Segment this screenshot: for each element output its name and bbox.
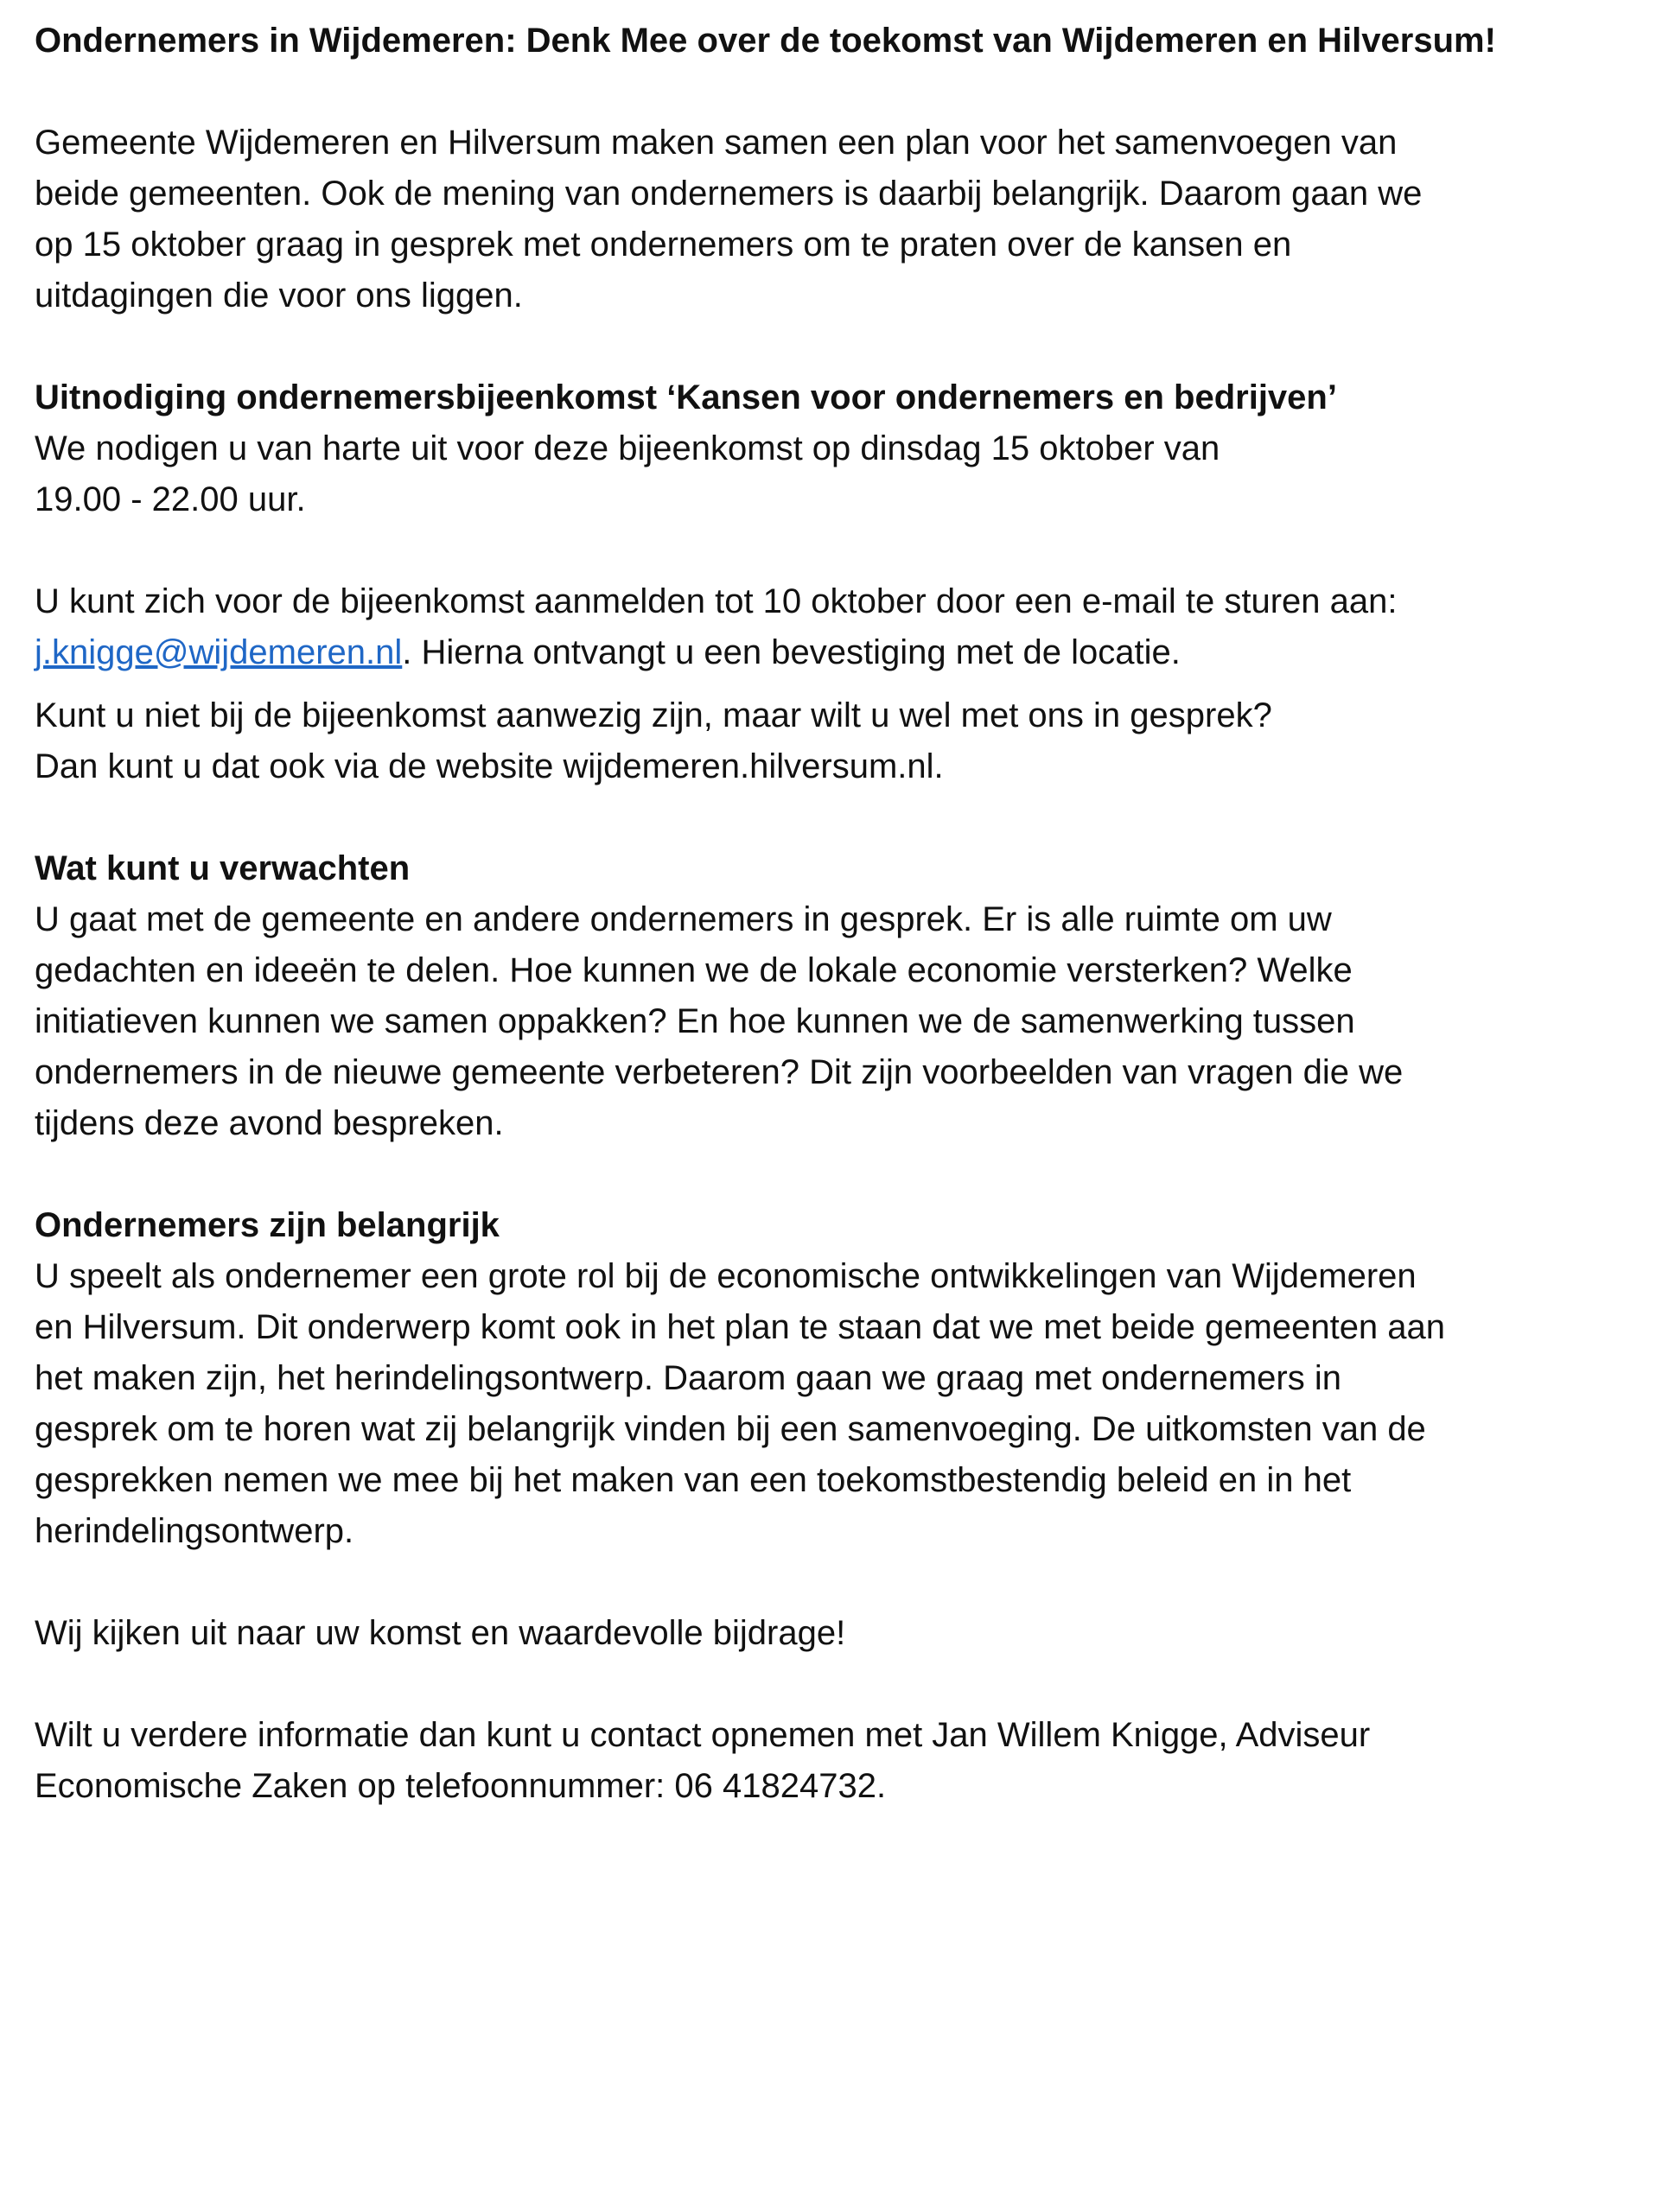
invitation-section xyxy=(35,372,1640,525)
important-line: gesprekken nemen we mee bij het maken van een toekomstbestendig beleid en in het xyxy=(35,1461,1352,1499)
expect-section xyxy=(35,843,1640,1149)
important-section xyxy=(35,1200,1640,1557)
alternative-paragraph xyxy=(35,690,1640,792)
important-line: en Hilversum. Dit onderwerp komt ook in het plan te staan dat we met beide gemeenten aan xyxy=(35,1308,1446,1346)
alternative-line: Dan kunt u dat ook via de website wijdemeren.hilversum.nl. xyxy=(35,747,944,785)
registration-paragraph xyxy=(35,576,1640,678)
spacer xyxy=(35,525,1640,576)
spacer xyxy=(35,792,1640,843)
document-page xyxy=(35,16,1640,1812)
spacer xyxy=(35,1149,1640,1200)
important-heading: Ondernemers zijn belangrijk xyxy=(35,1206,500,1244)
spacer xyxy=(35,678,1640,690)
important-line: gesprek om te horen wat zij belangrijk vinden bij een samenvoeging. De uitkomsten van de xyxy=(35,1410,1426,1448)
alternative-line: Kunt u niet bij de bijeenkomst aanwezig zijn, maar wilt u wel met ons in gesprek? xyxy=(35,696,1272,734)
contact-line: Wilt u verdere informatie dan kunt u contact opnemen met Jan Willem Knigge, Adviseur xyxy=(35,1716,1371,1754)
spacer xyxy=(35,321,1640,372)
important-line: U speelt als ondernemer een grote rol bij de economische ontwikkelingen van Wijdemeren xyxy=(35,1257,1417,1295)
registration-line-email xyxy=(35,627,1640,678)
expect-line: initiatieven kunnen we samen oppakken? En hoe kunnen we de samenwerking tussen xyxy=(35,1002,1355,1040)
expect-heading: Wat kunt u verwachten xyxy=(35,849,411,887)
email-link[interactable]: j.knigge@wijdemeren.nl xyxy=(35,633,403,671)
spacer xyxy=(35,1557,1640,1608)
intro-line: op 15 oktober graag in gesprek met ondernemers om te praten over de kansen en xyxy=(35,226,1292,264)
expect-line: U gaat met de gemeente en andere ondernemers in gesprek. Er is alle ruimte om uw xyxy=(35,900,1332,938)
document-title: Ondernemers in Wijdemeren: Denk Mee over de toekomst van Wijdemeren en Hilversum! xyxy=(35,22,1496,60)
invitation-heading: Uitnodiging ondernemersbijeenkomst ‘Kansen voor ondernemers en bedrijven’ xyxy=(35,378,1337,416)
intro-paragraph xyxy=(35,118,1640,321)
intro-line: uitdagingen die voor ons liggen. xyxy=(35,276,523,315)
spacer xyxy=(35,67,1640,118)
contact-paragraph xyxy=(35,1710,1640,1812)
important-line: herindelingsontwerp. xyxy=(35,1512,354,1550)
expect-line: tijdens deze avond bespreken. xyxy=(35,1104,504,1142)
intro-line: Gemeente Wijdemeren en Hilversum maken samen een plan voor het samenvoegen van xyxy=(35,124,1398,162)
invitation-line: We nodigen u van harte uit voor deze bijeenkomst op dinsdag 15 oktober van xyxy=(35,429,1220,467)
closing-line: Wij kijken uit naar uw komst en waardevolle bijdrage! xyxy=(35,1614,846,1652)
registration-line: U kunt zich voor de bijeenkomst aanmelden tot 10 oktober door een e-mail te sturen aan: xyxy=(35,582,1398,620)
expect-line: gedachten en ideeën te delen. Hoe kunnen we de lokale economie versterken? Welke xyxy=(35,951,1353,989)
intro-line: beide gemeenten. Ook de mening van ondernemers is daarbij belangrijk. Daarom gaan we xyxy=(35,175,1423,213)
spacer xyxy=(35,1659,1640,1710)
contact-line: Economische Zaken op telefoonnummer: 06 41824732. xyxy=(35,1767,887,1805)
expect-line: ondernemers in de nieuwe gemeente verbeteren? Dit zijn voorbeelden van vragen die we xyxy=(35,1053,1404,1091)
invitation-line: 19.00 - 22.00 uur. xyxy=(35,480,306,518)
important-line: het maken zijn, het herindelingsontwerp. Daarom gaan we graag met ondernemers in xyxy=(35,1359,1341,1397)
registration-suffix: . Hierna ontvangt u een bevestiging met de locatie. xyxy=(402,633,1181,671)
